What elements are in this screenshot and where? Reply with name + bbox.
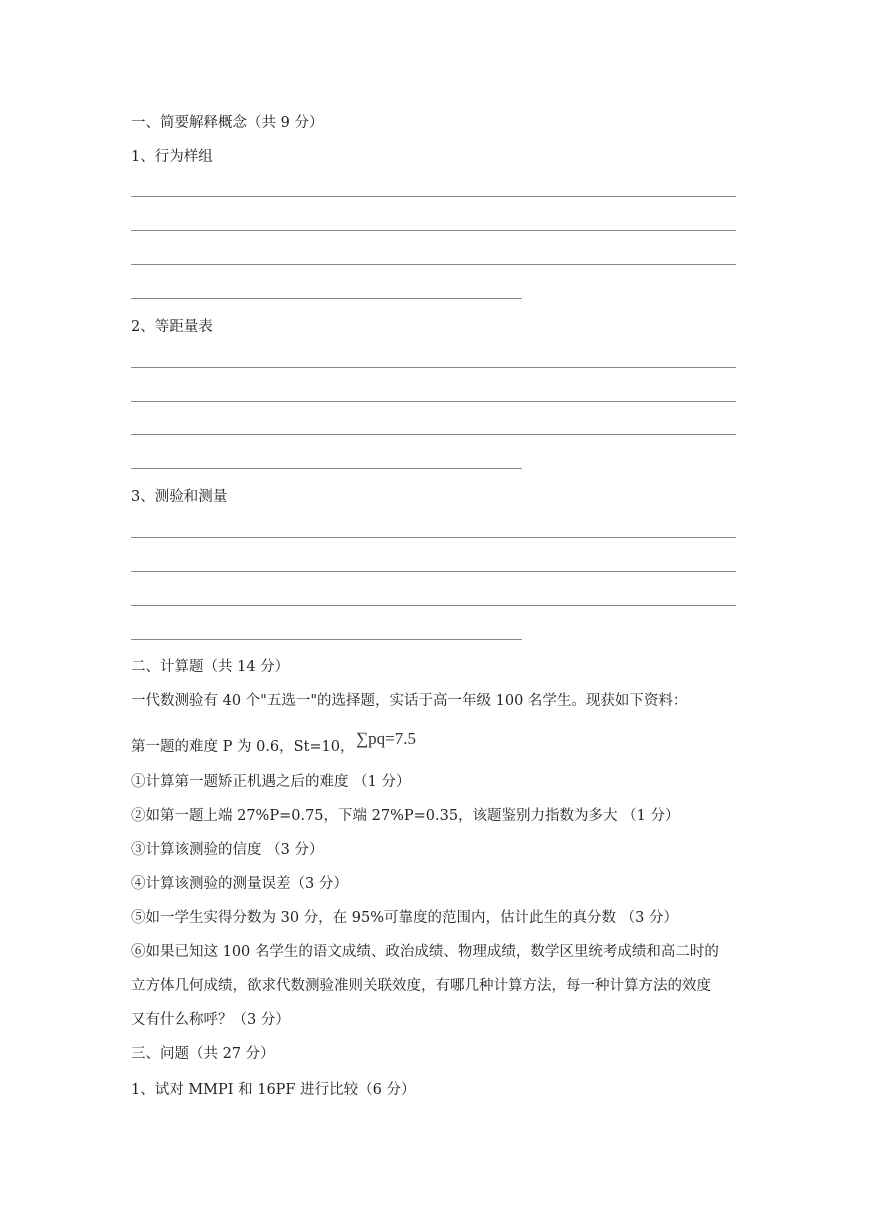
- answer-line: [131, 639, 522, 640]
- sub-question: ⑤如一学生实得分数为 30 分，在 95%可靠度的范围内，估计此生的真分数 （3 分）: [131, 910, 678, 926]
- sub-question: ④计算该测验的测量误差（3 分）: [131, 876, 348, 892]
- sub-question: ②如第一题上端 27%P=0.75，下端 27%P=0.35，该题鉴别力指数为多大 （1 分）: [131, 808, 680, 824]
- section1-heading: 一、简要解释概念（共 9 分）: [131, 115, 324, 131]
- sub-question-6-line: 立方体几何成绩，欲求代数测验准则关联效度，有哪几种计算方法，每一种计算方法的效度: [131, 978, 711, 994]
- answer-line: [131, 434, 736, 435]
- answer-line: [131, 367, 736, 368]
- answer-line: [131, 571, 736, 572]
- sub-question-6-line: 又有什么称呼？（3 分）: [131, 1012, 290, 1028]
- answer-line: [131, 264, 736, 265]
- question-2-label: 2、等距量表: [131, 319, 213, 335]
- answer-line: [131, 605, 736, 606]
- given-values: 第一题的难度 P 为 0.6，St=10，: [131, 739, 355, 755]
- question-1-label: 1、行为样组: [131, 149, 213, 165]
- answer-line: [131, 537, 736, 538]
- question-3-label: 3、测验和测量: [131, 489, 228, 505]
- answer-line: [131, 401, 736, 402]
- sub-question: ③计算该测验的信度 （3 分）: [131, 842, 324, 858]
- answer-line: [131, 196, 736, 197]
- section2-heading: 二、计算题（共 14 分）: [131, 659, 290, 675]
- answer-line: [131, 230, 736, 231]
- answer-line: [131, 468, 522, 469]
- section3-heading: 三、问题（共 27 分）: [131, 1046, 275, 1062]
- sum-pq-formula: ∑pq=7.5: [356, 729, 416, 748]
- sub-question: ①计算第一题矫正机遇之后的难度 （1 分）: [131, 774, 411, 790]
- answer-line: [131, 298, 522, 299]
- sub-question-6-line: ⑥如果已知这 100 名学生的语文成绩、政治成绩、物理成绩，数学区里统考成绩和高二时的: [131, 944, 719, 960]
- section3-question-1: 1、试对 MMPI 和 16PF 进行比较（6 分）: [131, 1082, 416, 1098]
- problem-intro: 一代数测验有 40 个"五选一"的选择题，实话于高一年级 100 名学生。现获如下资料：: [131, 693, 688, 709]
